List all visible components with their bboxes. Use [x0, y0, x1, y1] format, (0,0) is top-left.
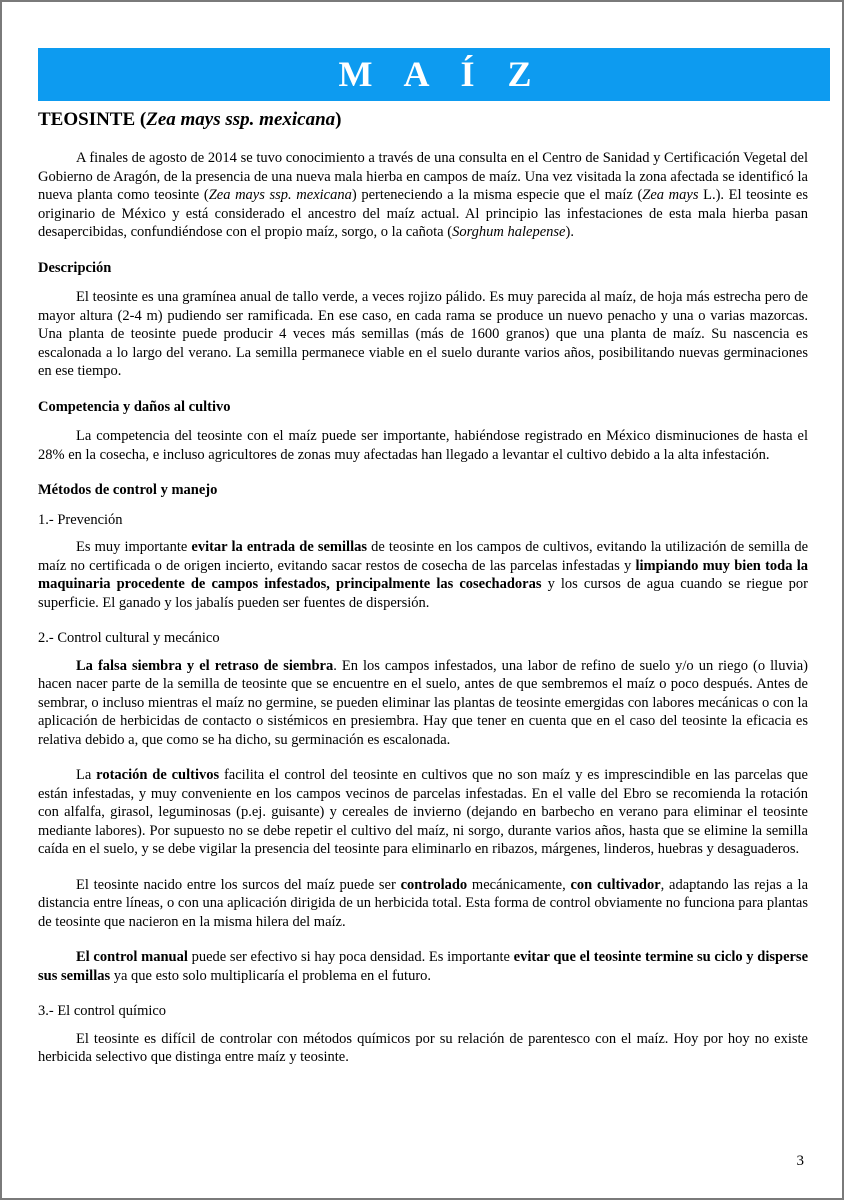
document-body: [38, 108, 808, 1067]
falsa-siembra-paragraph: La falsa siembra y el retraso de siembra. En los campos infestados, una labor de refino de suelo y/o un riego (o lluvia) hacen nacer parte de la semilla de teosinte que se encuentre en el suelo, antes de que sembremos el maíz o poco después. Antes de sembrar, o incluso mientras el maíz no germine, se pueden eliminar las plantas de teosinte emergidas con labores mecánicas o con la aplicación de herbicidas de contacto o sistémicos en presiembra. Hay que tener en cuenta que en el caso del teosinte la eficacia es relativa debido a, que como se ha dicho, su germinación es escalonada.: [38, 657, 808, 748]
rotacion-paragraph: La rotación de cultivos facilita el control del teosinte en cultivos que no son maíz y es imprescindible en las parcelas que están infestadas, y muy conveniente en los campos vecinos de parcelas infestadas. En el valle del Ebro se recomienda la rotación con alfalfa, girasol, leguminosas (p.ej. guisante) y cereales de invierno (dejando en barbecho en verano para eliminar el teosinte mediante labores). Por supuesto no se debe repetir el cultivo del maíz, ni sorgo, durante varios años, hasta que se elimine la semilla caída en el suelo, y se debe vigilar la presencia del teosinte para eliminarlo en ribazos, márgenes, linderos, huebras y desaguaderos.: [38, 767, 808, 857]
title-banner: [38, 48, 830, 101]
page-title: TEOSINTE (Zea mays ssp. mexicana): [38, 109, 342, 130]
intro-paragraph: A finales de agosto de 2014 se tuvo conocimiento a través de una consulta en el Centro de Sanidad y Certificación Vegetal del Gobierno de Aragón, de la presencia de una nueva mala hierba en campos de maíz. Una vez visitada la zona afectada se identificó la nueva planta como teosinte (Zea mays ssp. mexicana) perteneciendo a la misma especie que el maíz (Zea mays L.). El teosinte es originario de México y está considerado el ancestro del maíz actual. Al principio las infestaciones de esta mala hierba pasan desapercibidas, confundiéndose con el propio maíz, sorgo, o la cañota (Sorghum halepense).: [38, 150, 808, 240]
section-heading-metodos: Métodos de control y manejo: [38, 482, 218, 498]
subsection-heading-prevencion: 1.- Prevención: [38, 511, 123, 528]
banner-title: M A Í Z: [338, 54, 544, 94]
subsection-heading-quimico: 3.- El control químico: [38, 1003, 167, 1019]
section-heading-descripcion: Descripción: [38, 259, 112, 276]
descripcion-paragraph: El teosinte es una gramínea anual de tallo verde, a veces rojizo pálido. Es muy parecida al maíz, de hoja más estrecha pero de mayor altura (2-4 m) pudiendo ser ramificada. En ese caso, en cada rama se produce un nuevo penacho y una o varias mazorcas. Una planta de teosinte puede producir 4 veces más semillas (más de 1600 granos) que una planta de maíz. Su nascencia es escalonada a lo largo del verano. La semilla permanece viable en el suelo durante varios años, posibilitando nuevas germinaciones en ese tiempo.: [38, 289, 808, 379]
section-heading-competencia: Competencia y daños al cultivo: [38, 398, 231, 415]
subsection-heading-cultural: 2.- Control cultural y mecánico: [38, 630, 220, 646]
control-manual-paragraph: El control manual puede ser efectivo si hay poca densidad. Es importante evitar que el teosinte termine su ciclo y disperse sus semillas ya que esto solo multiplicaría el problema en el futuro.: [38, 949, 809, 984]
quimico-paragraph: El teosinte es difícil de controlar con métodos químicos por su relación de parentesco con el maíz. Hoy por hoy no existe herbicida selectivo que distinga entre maíz y teosinte.: [38, 1030, 808, 1065]
prevencion-paragraph: Es muy importante evitar la entrada de semillas de teosinte en los campos de cultivos, evitando la utilización de semilla de maíz no certificada o de origen incierto, evitando sacar restos de cosecha de las parcelas infestadas y limpiando muy bien toda la maquinaria procedente de campos infestados, principalmente las cosechadoras y los cursos de agua cuando se riegue por superficie. El ganado y los jabalís pueden ser fuentes de dispersión.: [38, 539, 809, 611]
page-number: 3: [796, 1153, 804, 1169]
competencia-paragraph: La competencia del teosinte con el maíz puede ser importante, habiéndose registrado en México disminuciones de hasta el 28% en la cosecha, e incluso agricultores de zonas muy afectadas han llegado a levantar el cultivo debido a la alta infestación.: [38, 428, 808, 463]
control-mecanico-paragraph: El teosinte nacido entre los surcos del maíz puede ser controlado mecánicamente, con cultivador, adaptando las rejas a la distancia entre líneas, o con una aplicación dirigida de un herbicida total. Esta forma de control obviamente no funciona para plantas de teosinte que nacieron en la misma hilera del maíz.: [38, 876, 809, 930]
